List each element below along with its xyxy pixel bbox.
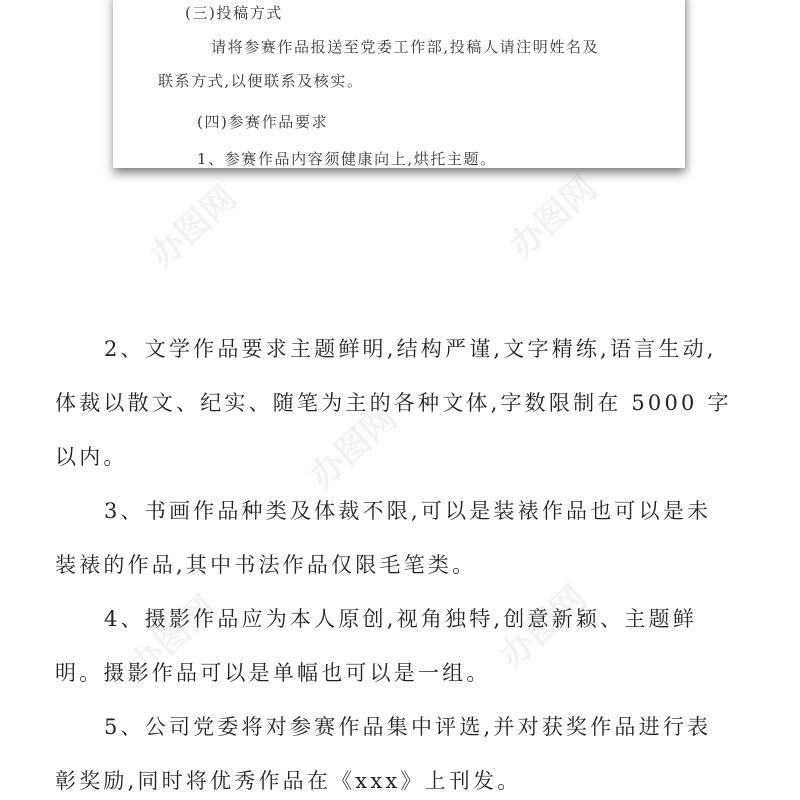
preview-paragraph-line: 请将参赛作品报送至党委工作部,投稿人请注明姓名及 <box>211 38 600 56</box>
watermark: 办图网 <box>302 398 405 497</box>
body-paragraph-line: 3、书画作品种类及体裁不限,可以是装裱作品也可以是未 <box>104 499 712 523</box>
body-paragraph-line: 4、摄影作品应为本人原创,视角独特,创意新颖、主题鲜 <box>104 607 697 631</box>
section-heading-submission: (三)投稿方式 <box>185 4 283 22</box>
body-paragraph-line: 5、公司党委将对参赛作品集中评选,并对获奖作品进行表 <box>104 715 712 739</box>
document-preview-card <box>113 0 685 168</box>
body-paragraph-line: 彰奖励,同时将优秀作品在《xxx》上刊发。 <box>55 769 522 793</box>
watermark: 办图网 <box>502 168 605 267</box>
body-paragraph-line: 明。摄影作品可以是单幅也可以是一组。 <box>55 661 491 685</box>
preview-list-item: 1、参赛作品内容须健康向上,烘托主题。 <box>197 150 497 168</box>
body-paragraph-line: 以内。 <box>55 445 128 469</box>
watermark: 办图网 <box>122 588 225 687</box>
section-heading-requirements: (四)参赛作品要求 <box>197 113 329 131</box>
body-paragraph-line: 2、文学作品要求主题鲜明,结构严谨,文字精练,语言生动, <box>104 337 717 361</box>
body-paragraph-line: 体裁以散文、纪实、随笔为主的各种文体,字数限制在 5000 字 <box>55 391 732 415</box>
watermark: 办图网 <box>492 578 595 677</box>
preview-paragraph-line: 联系方式,以便联系及核实。 <box>158 72 364 90</box>
body-paragraph-line: 装裱的作品,其中书法作品仅限毛笔类。 <box>55 553 477 577</box>
watermark: 办图网 <box>142 178 245 277</box>
